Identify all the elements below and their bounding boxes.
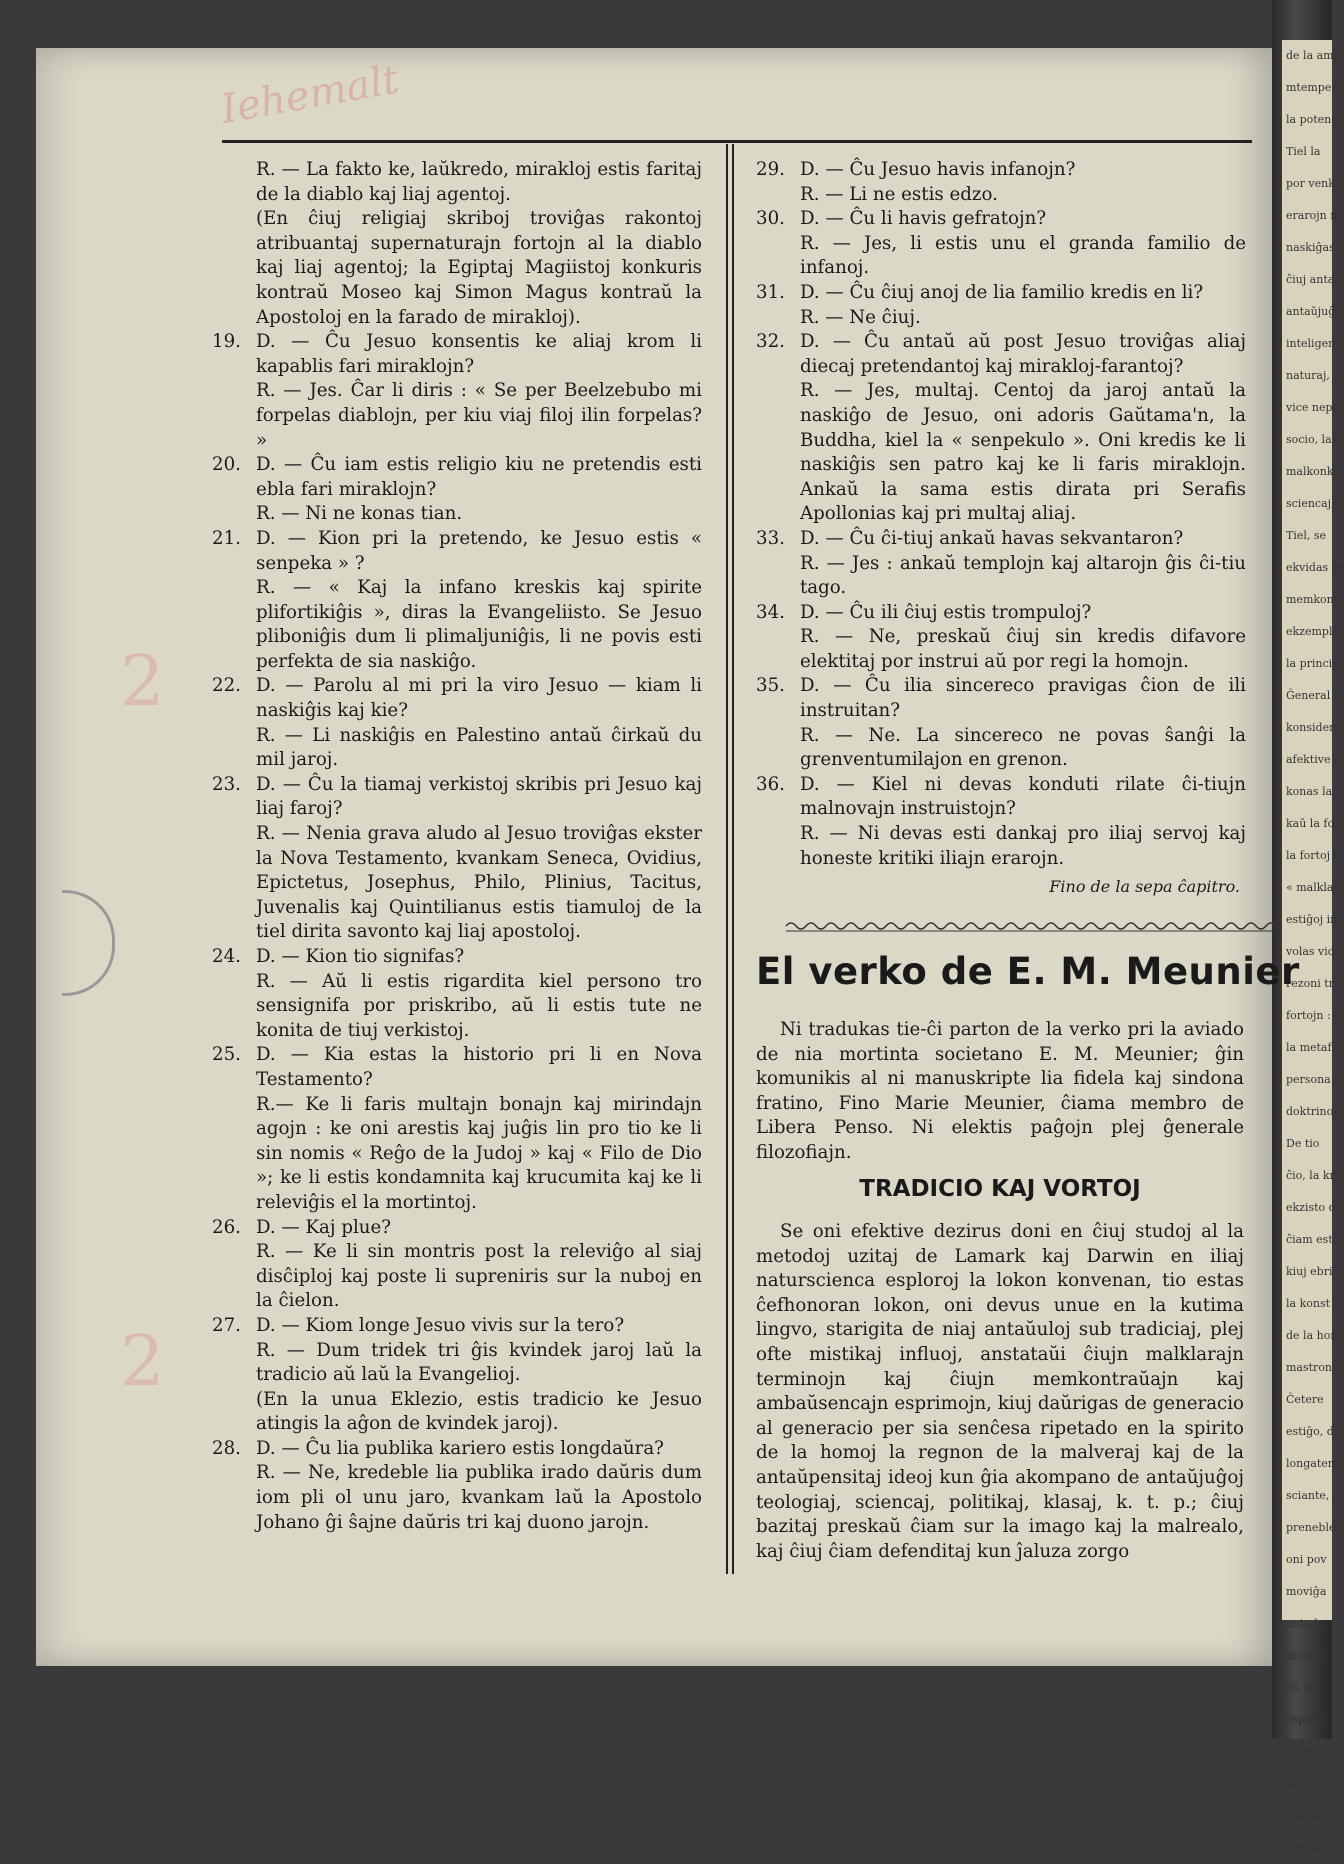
facing-page-fragment: ekvidas se (1286, 561, 1344, 574)
facing-page-fragment: inteligent (1286, 337, 1340, 350)
facing-page-fragment: longatem (1286, 1457, 1339, 1470)
qa-text: R. — Jes. Ĉar li diris : « Se per Beelzebubo mi forpelas diablojn, per kiu viaj filoj ilin forpelas? » (256, 380, 702, 451)
question-number: 29. (756, 159, 785, 180)
question-number: 26. (212, 1216, 241, 1238)
qa-text: R. — Ni devas esti dankaj pro iliaj servoj kaj honeste kritiki iliajn erarojn. (800, 823, 1246, 869)
pencil-mark-2-a: 2 (120, 640, 165, 722)
question-number: 31. (756, 281, 785, 303)
question-number: 25. (212, 1044, 241, 1066)
qa-paragraph (756, 158, 1246, 183)
facing-page-fragment: malkonko (1286, 465, 1341, 478)
qa-paragraph (756, 822, 1246, 871)
question-number: 36. (756, 773, 785, 795)
qa-text: D. — Kia estas la historio pri li en Nova Testamento? (256, 1044, 702, 1090)
qa-text: R. — La fakto ke, laŭkredo, mirakloj estis faritaj de la diablo kaj liaj agentoj. (256, 159, 702, 205)
qa-paragraph (212, 970, 702, 1044)
qa-text: D. — Kaj plue? (256, 1216, 392, 1238)
qa-paragraph (212, 576, 702, 674)
article-body: Se oni efektive dezirus doni en ĉiuj studoj al la metodoj uzitaj de Lamark kaj Darwin en iliaj naturscienca esploroj la lokon konvenan, tio estas ĉefhonoran lokon, oni devus unue en la kutima lingvo, starigita de niaj antaŭuloj sub tradiciaj, plej ofte mistikaj influoj, anstataŭi ĉiujn malklarajn terminojn kaj ĉiujn memkontraŭajn kaj ambaŭsencajn esprimojn, kiuj daŭrigas de generacio al generacio per sia senĉesa ripetado en la spirito de la homoj la regnon de la malveraj kaj de la antaŭpensitaj ideoj kun ĝia akompano de antaŭjuĝoj teologiaj, sciencaj, politikaj, klasaj, k. t. p.; ĉiuj bazitaj preskaŭ ĉiam sur la imago kaj la malrealo, kaj ĉiuj ĉiam defenditaj kun ĵaluza zorgo (756, 1221, 1244, 1562)
qa-paragraph (756, 183, 1246, 208)
qa-paragraph (756, 306, 1246, 331)
facing-page-fragment: sciante, (1286, 1489, 1330, 1502)
qa-text: R. — Ke li sin montris post la releviĝo al siaj disĉiploj kaj poste li supreniris sur la nuboj en la ĉielon. (256, 1241, 702, 1312)
qa-text: D. — Ĉu ilia sincereco pravigas ĉion de ili instruitan? (800, 675, 1246, 722)
qa-text: D. — Parolu al mi pri la viro Jesuo — kiam li naskiĝis kaj kie? (256, 675, 702, 722)
facing-page-fragment: antaŭjuĝo (1286, 305, 1342, 318)
qa-paragraph (756, 281, 1246, 306)
facing-page-edge (1282, 40, 1344, 1854)
qa-text: D. — Kion pri la pretendo, ke Jesuo estis « senpeka » ? (256, 527, 702, 574)
qa-paragraph (212, 379, 702, 453)
facing-page-fragment: socio, la s (1286, 433, 1341, 446)
qa-paragraph (756, 625, 1246, 674)
qa-paragraph (212, 1093, 702, 1216)
qa-text: R. — Li ne estis edzo. (800, 183, 998, 205)
qa-paragraph (212, 527, 702, 576)
qa-text: R. — Aŭ li estis rigardita kiel persono tro sensignifa por priskribo, aŭ li estis tute ne konita de tiuj verkistoj. (256, 970, 702, 1041)
column-rule-1 (726, 144, 728, 1574)
question-number: 19. (212, 331, 241, 353)
facing-page-fragment: afektive c (1286, 753, 1341, 766)
facing-page-fragment: volas vid (1286, 945, 1335, 958)
article-intro: Ni tradukas tie-ĉi parton de la verko pri la aviado de nia mortinta societano E. M. Meunier; ĝin komunikis al ni manuskripte lia fidela kaj sindona fratino, Fino Marie Meunier, ĉiama membro de Libera Penso. Ni elektis paĝojn plej ĝenerale filozofiajn. (756, 1019, 1244, 1163)
facing-page-fragment: doktrinoj (1286, 1105, 1337, 1118)
qa-paragraph (756, 330, 1246, 379)
question-number: 20. (212, 454, 241, 476)
qa-paragraph (212, 502, 702, 527)
qa-paragraph (212, 674, 702, 723)
question-number: 28. (212, 1437, 241, 1459)
facing-page-fragment: de la hor (1286, 1329, 1336, 1342)
facing-page-fragment: iom da (1286, 1841, 1324, 1854)
question-number: 30. (756, 208, 785, 230)
facing-page-fragment: la fortoj r (1286, 849, 1339, 862)
qa-text: (En la unua Eklezio, estis tradicio ke Jesuo atingis la aĝon de kvindek jaroj). (256, 1388, 702, 1435)
facing-page-fragment: konsidera (1286, 721, 1341, 734)
qa-paragraph (756, 379, 1246, 527)
facing-page-fragment: la konst (1286, 1297, 1331, 1310)
facing-page-fragment: Tiel, se (1286, 529, 1327, 542)
qa-text: R. — Jes : ankaŭ templojn kaj altarojn ĝis ĉi-tiu tago. (800, 552, 1246, 599)
facing-page-fragment: Ĉetere (1286, 1393, 1324, 1406)
qa-paragraph (212, 453, 702, 502)
facing-page-fragment: vice nepr (1286, 401, 1338, 414)
question-number: 27. (212, 1314, 241, 1336)
wavy-separator (786, 920, 1276, 932)
left-column (212, 158, 702, 1535)
pencil-annotation: Iehemalt (217, 56, 403, 134)
facing-page-fragment: preneble (1286, 1521, 1336, 1534)
facing-page-fragment: ekzemple (1286, 625, 1339, 638)
qa-text: (En ĉiuj religiaj skriboj troviĝas rakontoj atribuantaj supernaturajn fortojn al la diablo kaj liaj agentoj; la Egiptaj Magiistoj konkuris kontraŭ Moseo kaj Simon Magus kontraŭ la Apostoloj en la farado de mirakloj). (256, 208, 702, 328)
qa-paragraph (212, 1240, 702, 1314)
qa-paragraph (212, 1043, 702, 1092)
section-subtitle: TRADICIO KAJ VORTOJ (859, 1176, 1141, 1202)
qa-text: R. — Ne. La sincereco ne povas ŝanĝi la grenventumilajon en grenon. (800, 724, 1246, 771)
qa-text: D. — Kion tio signifas? (256, 946, 465, 967)
question-number: 33. (756, 527, 785, 549)
qa-text: R. — Ne ĉiuj. (800, 306, 921, 328)
qa-paragraph (212, 1388, 702, 1437)
qa-text: R. — Dum tridek tri ĝis kvindek jaroj laŭ la tradicio aŭ laŭ la Evangelioj. (256, 1339, 702, 1386)
right-column (756, 158, 1246, 900)
qa-paragraph (212, 1437, 702, 1462)
facing-page-fragment: aŭ ilin (1286, 1681, 1321, 1694)
qa-text: R. — Li naskiĝis en Palestino antaŭ ĉirkaŭ du mil jaroj. (256, 724, 702, 771)
facing-page-fragment: oni pov (1286, 1553, 1327, 1566)
qa-text: R. — Nenia grava aludo al Jesuo troviĝas ekster la Nova Testamento, kvankam Seneca, Ovidius, Epictetus, Josephus, Philo, Plinius, Tacitus, Juvenalis kaj Quintilianus estis tiamuloj de la tiel dirita savonto kaj liaj apostoloj. (256, 823, 702, 943)
qa-text: R. — Ni ne konas tian. (256, 503, 463, 525)
facing-page-fragment: memkont (1286, 593, 1339, 606)
facing-page-fragment: kiuj ebri (1286, 1265, 1333, 1278)
qa-text: D. — Ĉu Jesuo konsentis ke aliaj krom li kapablis fari miraklojn? (256, 331, 702, 377)
question-number: 24. (212, 946, 241, 967)
question-number: 34. (756, 601, 785, 623)
qa-paragraph (212, 158, 702, 207)
qa-text: D. — Ĉu Jesuo havis infanojn? (800, 159, 1076, 180)
qa-text: D. — Ĉu ĉi-tiuj ankaŭ havas sekvantaron? (800, 527, 1184, 549)
facing-page-fragment: estiĝoj in (1286, 913, 1338, 926)
qa-paragraph (212, 330, 702, 379)
qa-text: D. — Kiom longe Jesuo vivis sur la tero? (256, 1314, 625, 1336)
chapter-end-note: Fino de la sepa ĉapitro. (1049, 877, 1240, 897)
qa-text: D. — Kiel ni devas konduti rilate ĉi-tiujn malnovajn instruistojn? (800, 773, 1246, 820)
facing-page-fragment: movon, (1286, 1649, 1327, 1662)
facing-page-fragment: la princip (1286, 657, 1340, 670)
qa-paragraph (212, 724, 702, 773)
qa-text: D. — Ĉu ili ĉiuj estis trompuloj? (800, 601, 1092, 623)
facing-page-fragment: erarojn m (1286, 209, 1341, 222)
question-number: 23. (212, 773, 241, 795)
question-number: 22. (212, 675, 241, 697)
facing-page-fragment: De tio (1286, 1137, 1320, 1150)
facing-page-fragment: Tiel la (1286, 145, 1321, 158)
article-title: El verko de E. M. Meunier (756, 950, 1300, 993)
facing-page-fragment: ĝin, tio (1286, 1809, 1326, 1822)
facing-page-fragment: fortojn : ĉ (1286, 1009, 1341, 1022)
qa-paragraph (212, 207, 702, 330)
facing-page-fragment: « malkla (1286, 881, 1334, 894)
qa-paragraph (756, 724, 1246, 773)
facing-page-fragment: ekzisto d (1286, 1201, 1336, 1214)
qa-paragraph (756, 527, 1246, 552)
facing-page-fragment: Ĝeneral (1286, 689, 1331, 702)
qa-paragraph (212, 822, 702, 945)
facing-page-fragment: sciencaj, ĉ (1286, 497, 1344, 510)
qa-text: D. — Ĉu li havis gefratojn? (800, 208, 1047, 230)
question-number: 35. (756, 675, 785, 697)
facing-page-fragment: mtempe (1286, 81, 1332, 94)
qa-text: D. — Ĉu iam estis religio kiu ne pretendis esti ebla fari miraklojn? (256, 454, 702, 500)
qa-text: D. — Ĉu antaŭ aŭ post Jesuo troviĝas aliaj diecaj pretendantoj kaj mirakloj-farantoj? (800, 331, 1246, 377)
facing-page-fragment: kaŭ la fo (1286, 817, 1335, 830)
facing-page-fragment: naskiĝas (1286, 241, 1335, 254)
facing-page-fragment: naturaj, (1286, 369, 1330, 382)
facing-page-fragment: la potenco (1286, 113, 1344, 126)
pencil-mark-2-b: 2 (120, 1320, 165, 1402)
facing-page-fragment: kio eb (1286, 1777, 1320, 1790)
qa-paragraph (212, 1314, 702, 1339)
facing-page-fragment: de la ama (1286, 49, 1341, 62)
qa-paragraph (756, 552, 1246, 601)
qa-paragraph (212, 1216, 702, 1241)
qa-paragraph (756, 674, 1246, 723)
facing-page-fragment: moviĝa (1286, 1585, 1327, 1598)
top-rule (222, 140, 1252, 143)
facing-page-fragment: rapidec (1286, 1713, 1329, 1726)
qa-paragraph (756, 773, 1246, 822)
qa-text: D. — Ĉu ĉiuj anoj de lia familio kredis en li? (800, 281, 1204, 303)
facing-page-fragment: do esta (1286, 1745, 1327, 1758)
facing-page-fragment: konas la (1286, 785, 1333, 798)
facing-page-fragment: ĉio, la kr (1286, 1169, 1335, 1182)
qa-paragraph (212, 773, 702, 822)
facing-page-fragment: por venki (1286, 177, 1339, 190)
qa-text: R. — Ne, preskaŭ ĉiuj sin kredis difavore elektitaj por instrui aŭ por regi la homojn. (800, 626, 1246, 672)
facing-page-fragment: estiĝo, d (1286, 1425, 1334, 1438)
facing-page-fragment: ĉiam est (1286, 1233, 1333, 1246)
qa-text: D. — Ĉu lia publika kariero estis longdaŭra? (256, 1437, 664, 1459)
qa-text: D. — Ĉu la tiamaj verkistoj skribis pri Jesuo kaj liaj faroj? (256, 773, 702, 820)
facing-page-fragment: ante la (1286, 1617, 1325, 1630)
facing-page-fragment: mastron. (1286, 1361, 1336, 1374)
facing-page-fragment: la metaf (1286, 1041, 1332, 1054)
qa-paragraph (756, 232, 1246, 281)
qa-paragraph (212, 945, 702, 970)
question-number: 21. (212, 527, 241, 549)
qa-text: R.— Ke li faris multajn bonajn kaj mirindajn agojn : ke oni arestis kaj juĝis lin pro tio ke li sin nomis « Reĝo de la Judoj » kaj « Filo de Dio »; ke li estis kondamnita kaj krucumita kaj ke li releviĝis el la mortintoj. (256, 1093, 702, 1213)
facing-page-fragment: rezoni tr (1286, 977, 1334, 990)
qa-text: R. — Ne, kredeble lia publika irado daŭris dum iom pli ol unu jaro, kvankam laŭ la Apostolo Johano ĝi ŝajne daŭris tri kaj duono jarojn. (256, 1462, 702, 1533)
column-rule-2 (732, 144, 734, 1574)
facing-page-fragment: persona (1286, 1073, 1331, 1086)
qa-paragraph (212, 1461, 702, 1535)
question-number: 32. (756, 331, 785, 353)
qa-text: R. — Jes, multaj. Centoj da jaroj antaŭ la naskiĝo de Jesuo, oni adoris Gaŭtama'n, la Buddha, kiel la « senpekulo ». Oni kredis ke li naskiĝis sen patro kaj ke li faris miraklojn. Ankaŭ la sama estis dirata pri Serafis Apollonias kaj pri multaj aliaj. (800, 380, 1246, 525)
qa-text: R. — Jes, li estis unu el granda familio de infanoj. (800, 232, 1246, 279)
qa-paragraph (212, 1339, 702, 1388)
facing-page-fragment: ĉiuj anta (1286, 273, 1335, 286)
qa-text: R. — « Kaj la infano kreskis kaj spirite plifortikiĝis », diras la Evangeliisto. Se Jesuo pliboniĝis dum li plimaljuniĝis, li ne povis esti perfekta de sia naskiĝo. (256, 577, 702, 672)
qa-paragraph (756, 207, 1246, 232)
qa-paragraph (756, 601, 1246, 626)
